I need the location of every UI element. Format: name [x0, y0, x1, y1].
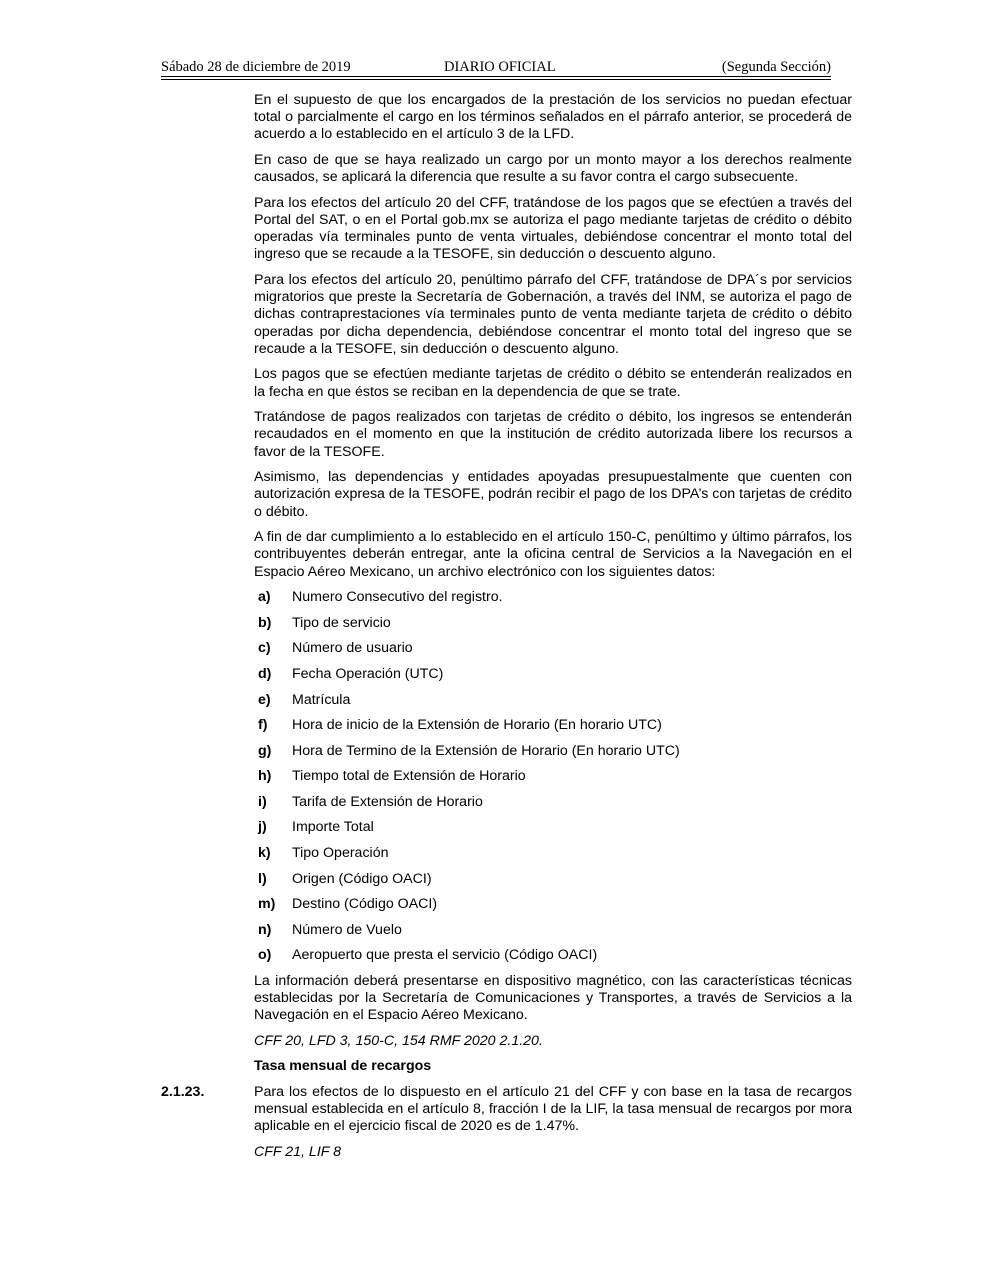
list-item	[254, 640, 852, 657]
list-text: Tipo de servicio	[292, 614, 391, 631]
list-text: Numero Consecutivo del registro.	[292, 589, 503, 606]
reference-citation: CFF 20, LFD 3, 150-C, 154 RMF 2020 2.1.20.	[254, 1032, 543, 1049]
list-text: Aeropuerto que presta el servicio (Código OACI)	[292, 947, 598, 964]
list-item	[254, 896, 852, 913]
list-item	[254, 692, 852, 709]
paragraph-5: Los pagos que se efectúen mediante tarjetas de crédito o débito se entenderán realizados en la fecha en que éstos se reciban en la dependencia de que se trate.	[254, 366, 852, 400]
page-header	[161, 57, 831, 77]
paragraph-4: Para los efectos del artículo 20, penúltimo párrafo del CFF, tratándose de DPA´s por servicios migratorios que preste la Secretaría de Gobernación, a través del INM, se autoriza el pago de dichas contraprestaciones vía terminales punto de venta mediante tarjeta de crédito o débito operadas por dicha dependencia, debiéndose concentrar el monto total del ingreso que se recaude a la TESOFE, sin deducción o descuento alguno.	[254, 272, 852, 357]
list-text: Tiempo total de Extensión de Horario	[292, 768, 526, 785]
header-rule-bottom	[161, 79, 831, 80]
list-item	[254, 845, 852, 862]
list-letter: h)	[258, 768, 272, 785]
list-text: Hora de inicio de la Extensión de Horario (En horario UTC)	[292, 717, 662, 734]
list-item	[254, 922, 852, 939]
document-body	[161, 92, 852, 1170]
list-letter: k)	[258, 844, 271, 861]
list-text: Hora de Termino de la Extensión de Horario (En horario UTC)	[292, 742, 680, 759]
list-text: Matrícula	[292, 691, 351, 708]
closing-paragraph: La información deberá presentarse en dispositivo magnético, con las características técnicas establecidas por la Secretaría de Comunicaciones y Transportes, a través de Servicios a la Navegación en el Espacio Aéreo Mexicano.	[254, 972, 852, 1024]
rule-2-1-23	[161, 1084, 852, 1136]
header-rule-top	[161, 76, 831, 77]
list-letter: f)	[258, 717, 268, 734]
list-letter: b)	[258, 614, 272, 631]
list-item	[254, 589, 852, 606]
header-publication: DIARIO OFICIAL	[444, 59, 556, 75]
paragraph-8: A fin de dar cumplimiento a lo establecido en el artículo 150-C, penúltimo y último párrafos, los contribuyentes deberán entregar, ante la oficina central de Servicios a la Navegación en el Espacio Aéreo Mexicano, un archivo electrónico con los siguientes datos:	[254, 529, 852, 580]
list-item	[254, 743, 852, 760]
paragraph-2: En caso de que se haya realizado un cargo por un monto mayor a los derechos realmente causados, se aplicará la diferencia que resulte a su favor contra el cargo subsecuente.	[254, 152, 852, 186]
rule-title: Tasa mensual de recargos	[254, 1058, 432, 1075]
list-letter: c)	[258, 640, 271, 657]
list-text: Tipo Operación	[292, 844, 389, 861]
list-item	[254, 666, 852, 683]
paragraph-7: Asimismo, las dependencias y entidades apoyadas presupuestalmente que cuenten con autorización expresa de la TESOFE, podrán recibir el pago de los DPA’s con tarjetas de crédito o débito.	[254, 469, 852, 520]
list-item	[254, 794, 852, 811]
list-letter: l)	[258, 870, 267, 887]
list-text: Importe Total	[292, 819, 374, 836]
rule-text: Para los efectos de lo dispuesto en el artículo 21 del CFF y con base en la tasa de recargos mensual establecida en el artículo 8, fracción I de la LIF, la tasa mensual de recargos por mora aplicable en el ejercicio fiscal de 2020 es de 1.47%.	[254, 1084, 852, 1135]
header-section: (Segunda Sección)	[721, 59, 831, 75]
list-text: Origen (Código OACI)	[292, 870, 432, 887]
list-letter: a)	[258, 589, 271, 606]
list-letter: m)	[258, 896, 276, 913]
paragraph-3: Para los efectos del artículo 20 del CFF, tratándose de los pagos que se efectúen a través del Portal del SAT, o en el Portal gob.mx se autoriza el pago mediante tarjetas de crédito o débito operadas vía terminales punto de venta virtuales, debiéndose concentrar el monto total del ingreso que se recaude a la TESOFE, sin deducción o descuento alguno.	[254, 194, 852, 263]
list-letter: o)	[258, 947, 272, 964]
list-text: Número de Vuelo	[292, 921, 402, 938]
data-field-list	[161, 589, 852, 964]
list-letter: g)	[258, 742, 272, 759]
list-item	[254, 947, 852, 964]
list-text: Fecha Operación (UTC)	[292, 665, 444, 682]
list-text: Número de usuario	[292, 640, 413, 657]
list-item	[254, 819, 852, 836]
header-date: Sábado 28 de diciembre de 2019	[161, 59, 351, 75]
list-item	[254, 871, 852, 888]
list-letter: d)	[258, 665, 272, 682]
list-text: Destino (Código OACI)	[292, 896, 438, 913]
list-item	[254, 717, 852, 734]
list-item	[254, 615, 852, 632]
list-letter: j)	[258, 819, 267, 836]
paragraph-1: En el supuesto de que los encargados de la prestación de los servicios no puedan efectuar total o parcialmente el cargo en los términos señalados en el párrafo anterior, se procederá de acuerdo a lo establecido en el artículo 3 de la LFD.	[254, 92, 852, 143]
list-letter: n)	[258, 921, 272, 938]
paragraph-6: Tratándose de pagos realizados con tarjetas de crédito o débito, los ingresos se entenderán recaudados en el momento en que la institución de crédito autorizada libere los recursos a favor de la TESOFE.	[254, 409, 852, 460]
list-text: Tarifa de Extensión de Horario	[292, 793, 483, 810]
list-letter: i)	[258, 793, 267, 810]
rule-number: 2.1.23.	[161, 1084, 205, 1101]
rule-reference-citation: CFF 21, LIF 8	[254, 1144, 342, 1161]
list-item	[254, 768, 852, 785]
list-letter: e)	[258, 691, 271, 708]
